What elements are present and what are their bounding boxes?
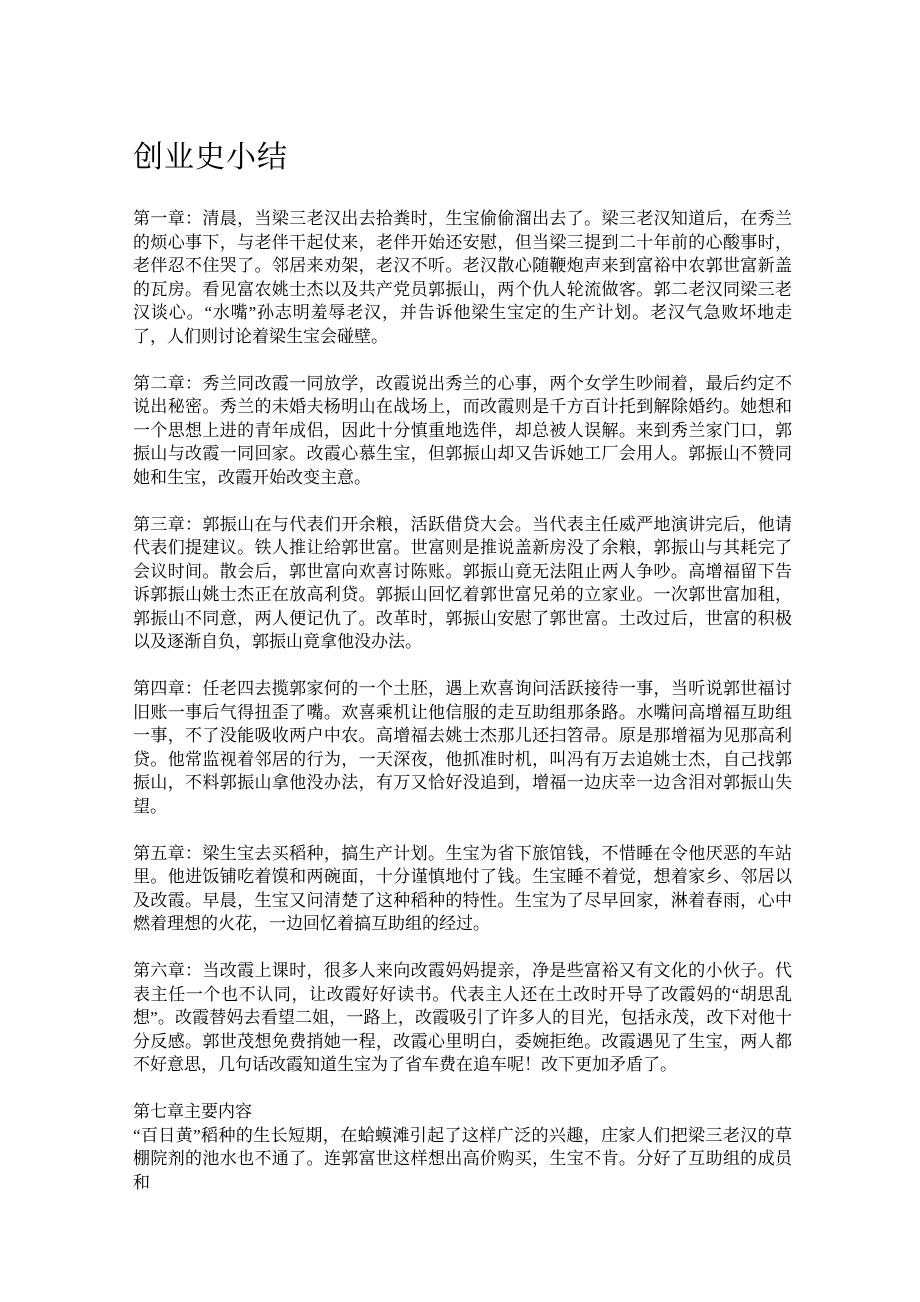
chapter-1-summary: 第一章：清晨，当梁三老汉出去拾粪时，生宝偷偷溜出去了。梁三老汉知道后，在秀兰的烦心事下，与老伴干起仗来，老伴开始还安慰，但当梁三提到二十年前的心酸事时，老伴忍不住哭了。邻居来劝架，老汉不听。老汉散心随鞭炮声来到富裕中农郭世富新盖的瓦房。看见富农姚士杰以及共产党员郭振山，两个仇人轮流做客。郭二老汉同梁三老汉谈心。“水嘴”孙志明羞辱老汉，并告诉他梁生宝定的生产计划。老汉气急败坏地走了，人们则讨论着梁生宝会碰壁。 — [133, 209, 792, 346]
document-title: 创业史小结 — [133, 141, 288, 174]
chapter-6-summary: 第六章：当改霞上课时，很多人来向改霞妈妈提亲，净是些富裕又有文化的小伙子。代表主任一个也不认同，让改霞好好读书。代表主人还在土改时开导了改霞妈的“胡思乱想”。改霞替妈去看望二姐，一路上，改霞吸引了许多人的目光，包括永茂，改下对他十分反感。郭世茂想免费捎她一程，改霞心里明白，委婉拒绝。改霞遇见了生宝，两人都不好意思，几句话改霞知道生宝为了省车费在追车呢！改下更加矛盾了。 — [133, 961, 792, 1074]
chapter-2-summary: 第二章：秀兰同改霞一同放学，改霞说出秀兰的心事，两个女学生吵闹着，最后约定不说出秘密。秀兰的未婚夫杨明山在战场上，而改霞则是千方百计托到解除婚约。她想和一个思想上进的青年成侣，因此十分慎重地选伴，却总被人误解。来到秀兰家门口，郭振山与改霞一同回家。改霞心慕生宝，但郭振山却又告诉她工厂会用人。郭振山不赞同她和生宝，改霞开始改变主意。 — [133, 373, 792, 487]
chapter-4-summary: 第四章：任老四去揽郭家何的一个土胚，遇上欢喜询问活跃接待一事，当听说郭世福讨旧账一事后气得扭歪了嘴。欢喜乘机让他信服的走互助组那条路。水嘴问高增福互助组一事，不了没能吸收两户中农。高增福去姚士杰那儿还扫笤帚。原是那增福为见那高利贷。他常监视着邻居的行为，一天深夜，他抓准时机，叫冯有万去追姚士杰，自己找郭振山，不料郭振山拿他没办法，有万又恰好没追到，增福一边庆幸一边含泪对郭振山失望。 — [133, 679, 792, 816]
chapter-5-summary: 第五章：梁生宝去买稻种，搞生产计划。生宝为省下旅馆钱，不惜睡在令他厌恶的车站里。他进饭铺吃着馍和两碗面，十分谨慎地付了钱。生宝睡不着觉，想着家乡、邻居以及改霞。早晨，生宝又问清楚了这种稻种的特性。生宝为了尽早回家，淋着春雨，心中燃着理想的火花，一边回忆着搞互助组的经过。 — [133, 843, 792, 933]
chapter-7-summary: “百日黄”稻种的生长短期，在蛤蟆滩引起了这样广泛的兴趣，庄家人们把梁三老汉的草棚院剂的池水也不通了。连郭富世这样想出高价购买，生宝不肯。分好了互助组的成员和 — [133, 1125, 792, 1192]
chapter-3-summary: 第三章：郭振山在与代表们开余粮，活跃借贷大会。当代表主任威严地演讲完后，他请代表们提建议。铁人推让给郭世富。世富则是推说盖新房没了余粮，郭振山与其耗完了会议时间。散会后，郭世富向欢喜讨陈账。郭振山竟无法阻止两人争吵。高增福留下告诉郭振山姚士杰正在放高利贷。郭振山回忆着郭世富兄弟的立家业。一次郭世富加租，郭振山不同意，两人便记仇了。改革时，郭振山安慰了郭世富。土改过后，世富的积极以及逐渐自负，郭振山竟拿他没办法。 — [133, 514, 792, 651]
chapter-7-heading: 第七章主要内容 — [133, 1102, 252, 1121]
